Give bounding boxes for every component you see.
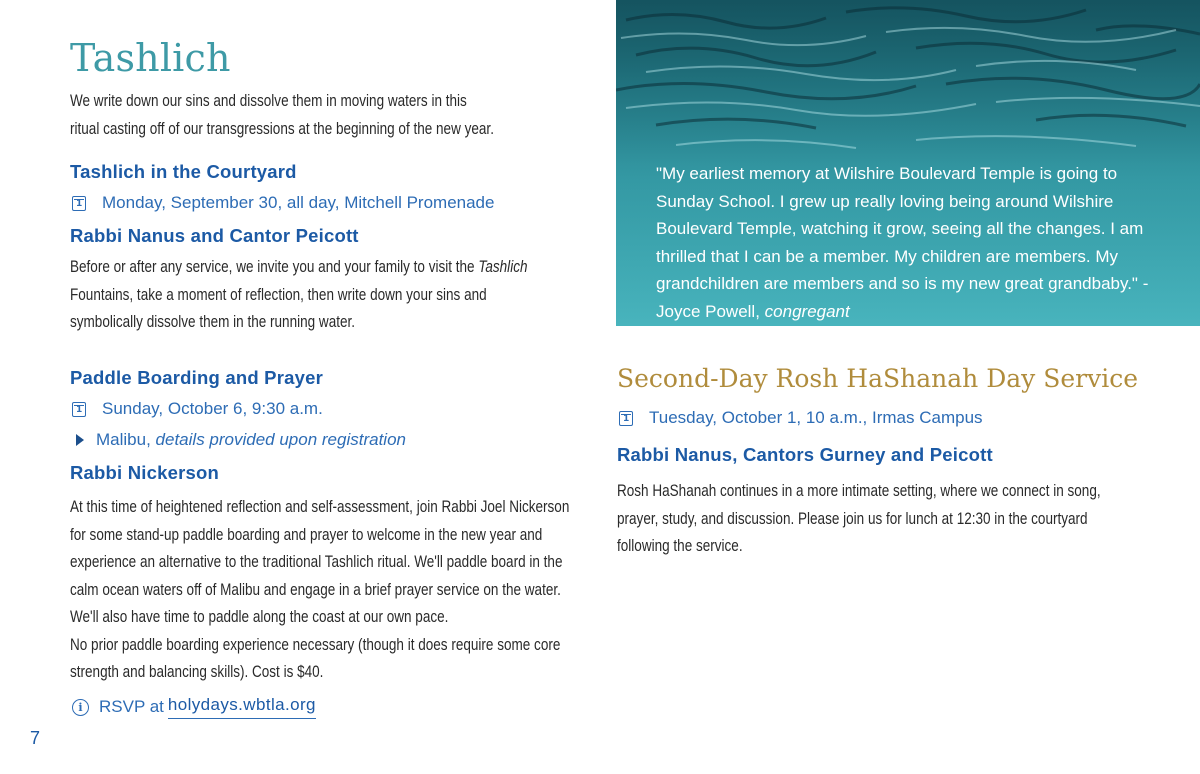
paddle-date-row	[72, 399, 323, 419]
intro-text: We write down our sins and dissolve them in moving waters in this ritual casting off of our transgressions at the beginning of the new year.	[70, 92, 494, 138]
quote-role: congregant	[764, 301, 850, 321]
courtyard-leaders: Rabbi Nanus and Cantor Peicott	[70, 225, 359, 246]
second-day-title: Second-Day Rosh HaShanah Day Service	[617, 364, 1138, 393]
paddle-leader: Rabbi Nickerson	[70, 462, 219, 483]
second-day-leaders: Rabbi Nanus, Cantors Gurney and Peicott	[617, 444, 993, 465]
page-number: 7	[30, 728, 41, 748]
courtyard-desc-before: Before or after any service, we invite you and your family to visit the	[70, 258, 479, 276]
calendar-icon	[72, 196, 86, 211]
paddle-description	[70, 494, 583, 687]
paddle-location-details: details provided upon registration	[155, 430, 406, 449]
paddle-location: Malibu,	[96, 430, 151, 449]
second-day-date: Tuesday, October 1, 10 a.m., Irmas Campus	[649, 408, 983, 427]
paddle-location-row	[72, 430, 406, 450]
rsvp-label: RSVP at	[99, 697, 164, 716]
second-day-date-row	[619, 408, 983, 428]
location-arrow-icon	[76, 434, 84, 446]
calendar-icon	[619, 411, 633, 426]
courtyard-date: Monday, September 30, all day, Mitchell Promenade	[102, 193, 495, 212]
quote-text: "My earliest memory at Wilshire Boulevard Temple is going to Sunday School. I grew up really loving being around Wilshire Boulevard Temple, watching it grow, seeing all the changes. I am thrilled that I can be a member. My children are members. My grandchildren are members and so is my new great grandbaby." -Joyce Powell,	[656, 164, 1149, 321]
courtyard-heading: Tashlich in the Courtyard	[70, 161, 297, 182]
info-icon: i	[72, 699, 89, 716]
paddle-heading: Paddle Boarding and Prayer	[70, 367, 323, 388]
courtyard-desc-after: Fountains, take a moment of reflection, then write down your sins and symbolically dissolve them in the running water.	[70, 285, 487, 331]
testimonial-quote	[656, 160, 1176, 325]
courtyard-date-row	[72, 193, 494, 213]
page-title: Tashlich	[70, 36, 231, 80]
paddle-desc-para1: At this time of heightened reflection and self-assessment, join Rabbi Joel Nickerson for some stand-up paddle boarding and prayer to welcome in the new year and experience an alternative to the traditional Tashlich ritual. We'll paddle board in the calm ocean waters off of Malibu and engage in a brief prayer service on the water. We'll also have time to paddle along the coast at our own pace.	[70, 498, 570, 626]
rsvp-link[interactable]: holydays.wbtla.org	[168, 695, 316, 719]
paddle-desc-para2: No prior paddle boarding experience necessary (though it does require some core strength and balancing skills). Cost is $40.	[70, 635, 561, 681]
courtyard-desc-italic: Tashlich	[478, 258, 528, 276]
courtyard-description	[70, 254, 562, 337]
second-day-description: Rosh HaShanah continues in a more intimate setting, where we connect in song, prayer, study, and discussion. Please join us for lunch at 12:30 in the courtyard following the service.	[617, 482, 1101, 555]
rsvp-row	[72, 695, 316, 719]
paddle-date: Sunday, October 6, 9:30 a.m.	[102, 399, 323, 418]
calendar-icon	[72, 402, 86, 417]
